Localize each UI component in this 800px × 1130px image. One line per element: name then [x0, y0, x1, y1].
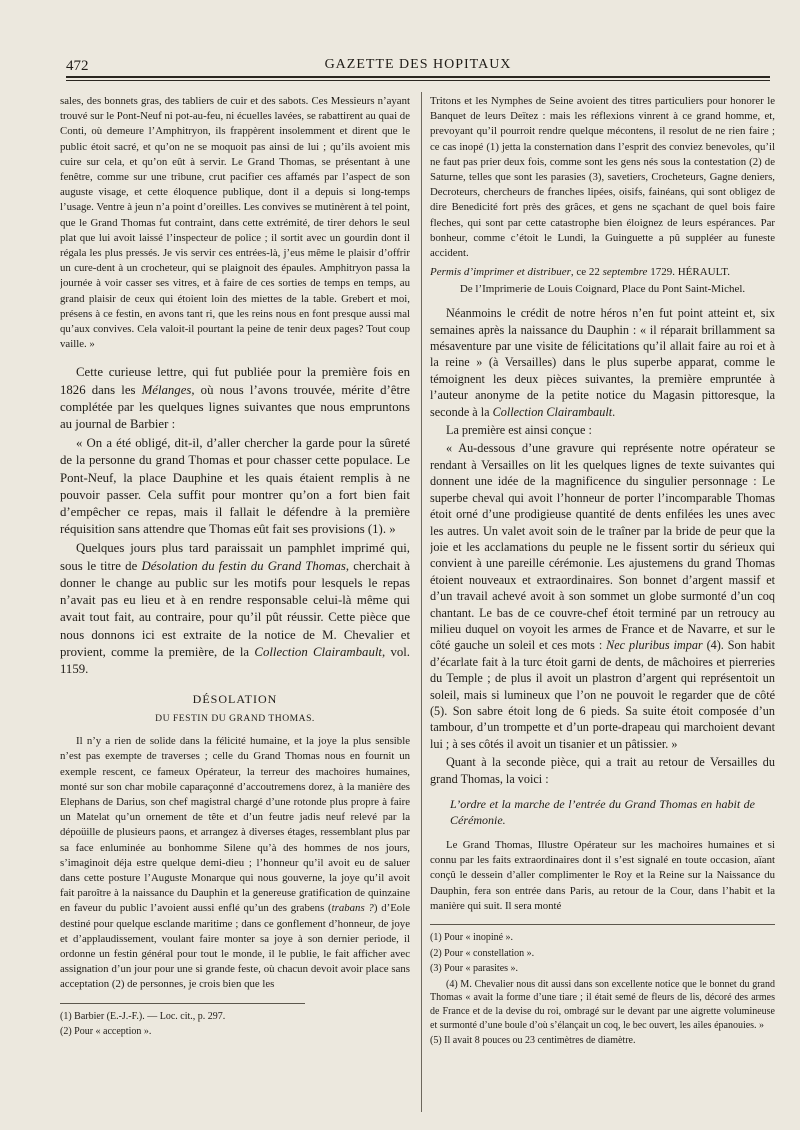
paragraph: Quelques jours plus tard paraissait un pamphlet imprimé qui, sous le titre de Désolation du festin du Grand Thomas, cherchait à donner le change au public sur les motifs pour lesquels le repas n’avait pas eu lieu et à en rendre responsable celui-là même qui avait tout fait, au contraire, pour qu’il pût réussir. Cette pièce que nous donnons ici est extraite de la notice de M. Chevalier et provient, comme la première, de la Collection Clairambault, vol. 1159. [60, 541, 410, 676]
left-column [60, 94, 410, 1114]
header-rule [66, 76, 770, 78]
imprimatur: Permis d’imprimer et distribuer, ce 22 septembre 1729. HÉRAULT. [430, 266, 730, 279]
journal-title: GAZETTE DES HOPITAUX [324, 57, 512, 72]
footnote: (1) Barbier (E.-J.-F.). — Loc. cit., p. 297. [60, 1010, 226, 1022]
section-title: L’ordre et la marche de l’entrée du Grand Thomas en habit de Cérémonie. [450, 797, 755, 827]
pamphlet-continuation: Tritons et les Nymphes de Seine avoient des titres particuliers pour honorer le Banquet de leurs Deïtez : mais les réflexions vinrent à ce grand homme, et, prevoyant qu’il pourroit rendre quelque mécontens, il resolut de ne rien faire ; ce cas inopé (1) jetta la consternation dans l’esprit des conviez benevoles, qu’il ne faut pas prier deux fois, comme sont les gens nés sous la contestation (2) de Saturne, telles que sont les parasies (3), savetiers, Crocheteurs, Gagne deniers, Decroteurs, chercheurs de franches lipées, oisifs, fainéans, qui sont obligez de dire Benedicité fort près des grâces, et gens ne sçachant de quel bois faire fleches, qui sont par cette catastrophe bien éloignez de leurs espérances. Par bonheur, comme c’étoit le Lundi, la Guinguette a pû suppléer au funeste accident. [430, 95, 775, 260]
footnote: (2) Pour « acception ». [60, 1026, 152, 1038]
paragraph: Néanmoins le crédit de notre héros n’en fut point atteint et, six semaines après la naissance du Dauphin : « il réparait brillamment sa mésaventure par une visite de félicitations qu’il allait faire au roi et à la reine » (à Versailles) dans le plus superbe apparat, comme le témoignent les deux pièces suivantes, la première empruntée à l’auteur anonyme de la petite notice du Magasin pittoresque, la seconde à la Collection Clairambault. [430, 306, 775, 419]
footnote: (2) Pour « constellation ». [430, 947, 535, 959]
footnote: (3) Pour « parasites ». [430, 963, 519, 975]
pamphlet-text: Il n’y a rien de solide dans la félicité humaine, et la joye la plus sensible n’est pas exempte de traverses ; celle du Grand Thomas nous en fournit un exemple rescent, ce fameux Opérateur, la terreur des machoires humaines, monté sur son char mobile caparaçonné d’accoutremens dorez, à la manière des Elephans de Darius, son chef magistral chargé d’une rotonde plus propre à faire un Matelat qu’un ornement de tête et d’un feutre jadis neuf relevé par la dépoüille de plusieurs paons, et arrangez à diverses étages, ressemblant plus par sa face enluminée au bonhomme Silene qu’à des hommes de nos jours, s’imaginoit déja estre quelque demi-dieu ; l’honneur qu’il avoit eu de saluer dans cette posture l’Auguste Monarque qui nous gouverne, la joye qu’il avoit fait paroître à la naissance du Dauphin et la genereuse gratification de quinzaine en faveur du public l’avoient aussi enflé qu’un des grabens (trabans ?) d’Eole destiné pour quelque esclande maritime ; dans ce gonflement d’honneur, de joye et d’applaudissement, voulant faire monter sa joye à son dernier periode, il ordonne un festin général pour tout le monde, il le publie, le fait afficher avec assignation d’un jour pour une si grande feste, où chacun devoit avoir place sans acceptation (2) de personnes, je crois bien que les [60, 735, 410, 991]
header-rule-thin [66, 80, 770, 81]
paragraph: Cette curieuse lettre, qui fut publiée pour la première fois en 1826 dans les Mélanges, où nous l’avons trouvée, mérite d’être complétée par les quelques lignes suivantes que nous empruntons au journal de Barbier : [60, 365, 410, 432]
printer-line: De l’Imprimerie de Louis Coignard, Place du Pont Saint-Michel. [459, 283, 746, 296]
barbier-quote: « On a été obligé, dit-il, d’aller chercher la garde pour la sûreté de la personne du grand Thomas et pour chasser cette populace. Le Pont-Neuf, la place Dauphine et les quais étaient remplis à ne pouvoir passer. Cela suffit pour montrer qu’on a fort bien fait d’empêcher ce repas, mais il fallait le défendre à la première réquisition sans attendre que Thomas eût fait ses provisions (1). » [60, 436, 410, 537]
magasin-quote: « Au-dessous d’une gravure qui représente notre opérateur se rendant à Versailles on lit les quelques lignes de texte suivantes qui donnent une idée de la magnificence du singulier personnage : Le superbe cheval qui avoit l’honneur de porter l’incomparable Thomas étoit orné d’une prodigieuse quantité de dents enfilées les unes avec les autres. Un valet avoit soin de le traîner par la bride de peur que la joie et les acclamations du peuple ne le fissent sortir du sérieux qui convient à une pareille cérémonie. Les ajustemens du grand Thomas étoient nouveaux et extraordinaires. Son bonnet d’argent massif et d’un travail achevé avoit à son sommet un globe surmonté d’un coq chantant. Le bas de ce couvre-chef étoit terminé par un retroucy au milieu duquel on voyoit les armes de France et de Navarre, et sur le côté gauche un soleil et ces mots : Nec pluribus impar (4). Son habit d’écarlate fait à la turc étoit garni de dents, de mâchoires et pierreries du Temple ; de plus il avoit un plastron d’argent qui représentoit un soleil, mais si lumineux que l’on ne pouvoit le regarder que de côté (5). Son sabre étoit long de 6 pieds. Sa suite étoit composée d’un tambour, d’un trompette et d’un porte-drapeau qui marchoient devant lui ; à ses côtés il avoit un tisanier et un pâtissier. » [430, 441, 775, 751]
letter-continuation: sales, des bonnets gras, des tabliers de cuir et des sabots. Ces Messieurs n’ayant trouvé sur le Pont-Neuf ni pot-au-feu, ni écuelles lavées, se rabattirent au quai de Conti, où demeure l’Amphitryon, ils frappèrent insolemment et dirent que le public étoit sacré, et qu’on ne se moquoit pas ainsi de lui ; qu’ils avoient mis cuire sur cela, et qu’on eût à servir. Le Grand Thomas, se présentant à une fenêtre, comme sur une tribune, crut pacifier ces affamés par l’aspect de son auguste visage, et cette éloquence publique, dont il a depuis si long-temps l’usage. Ventre à jeun n’a point d’oreilles. Les convives se mutinèrent à tel point, que le Grand Thomas fut contraint, dans cette extrémité, de tirer dehors le seul plat que lui avoit laissé l’inspecteur de police ; il sortit avec un gourdin dont il régala les plus pressés. Je vis servir ces entrées-là, j’eus même le plaisir d’offrir un cure-dent à un crocheteur, qui se plaignoit des épaules. Amphitryon passa la journée à voir casser ses vitres, et à faire de ces sorties de temps en temps, au grand plaisir de ceux qui étoient loin des miettes de la table. Grebert et moi, présens à ce festin, en avons tant ri, que les reins nous en font presque aussi mal qu’aux convives. Cela valoit-il pourtant la peine de tenir deux pages? Tout coup vaille. » [60, 95, 410, 351]
paragraph: Quant à la seconde pièce, qui a trait au retour de Versailles du grand Thomas, la voici : [430, 755, 775, 786]
footnotes [60, 1003, 305, 1010]
footnote: (4) M. Chevalier nous dit aussi dans son excellente notice que le bonnet du grand Thomas « avait la forme d’une tiare ; il était semé de fleurs de lis, décoré des armes de France et de la devise du roi, ombragé sur le devant par une aigrette volumineuse et surmonté d’une boule d’où s’élançait un coq, le bec ouvert, les ailes épanouies. » [430, 978, 775, 1031]
paragraph: La première est ainsi conçue : [446, 423, 592, 438]
footnotes [430, 924, 775, 931]
order-text: Le Grand Thomas, Illustre Opérateur sur les machoires humaines et si connu par les faits extraordinaires dont il s’est signalé en toute occasion, aïant conçû le dessein d’aller complimenter le Roy et la Reine sur la Naissance du Dauphin, fera son entrée dans Paris, au retour de la Cour, dans l’habit et la manière qui suit. Il sera monté [430, 839, 775, 912]
page-number: 472 [66, 58, 89, 74]
running-header [66, 52, 770, 74]
section-title: DÉSOLATION [192, 692, 278, 707]
footnote: (5) Il avait 8 pouces ou 23 centimètres de diamètre. [430, 1035, 636, 1047]
right-column [430, 94, 775, 1114]
column-divider [421, 92, 422, 1112]
section-subtitle: DU FESTIN DU GRAND THOMAS. [155, 713, 315, 725]
footnote: (1) Pour « inopiné ». [430, 932, 514, 944]
